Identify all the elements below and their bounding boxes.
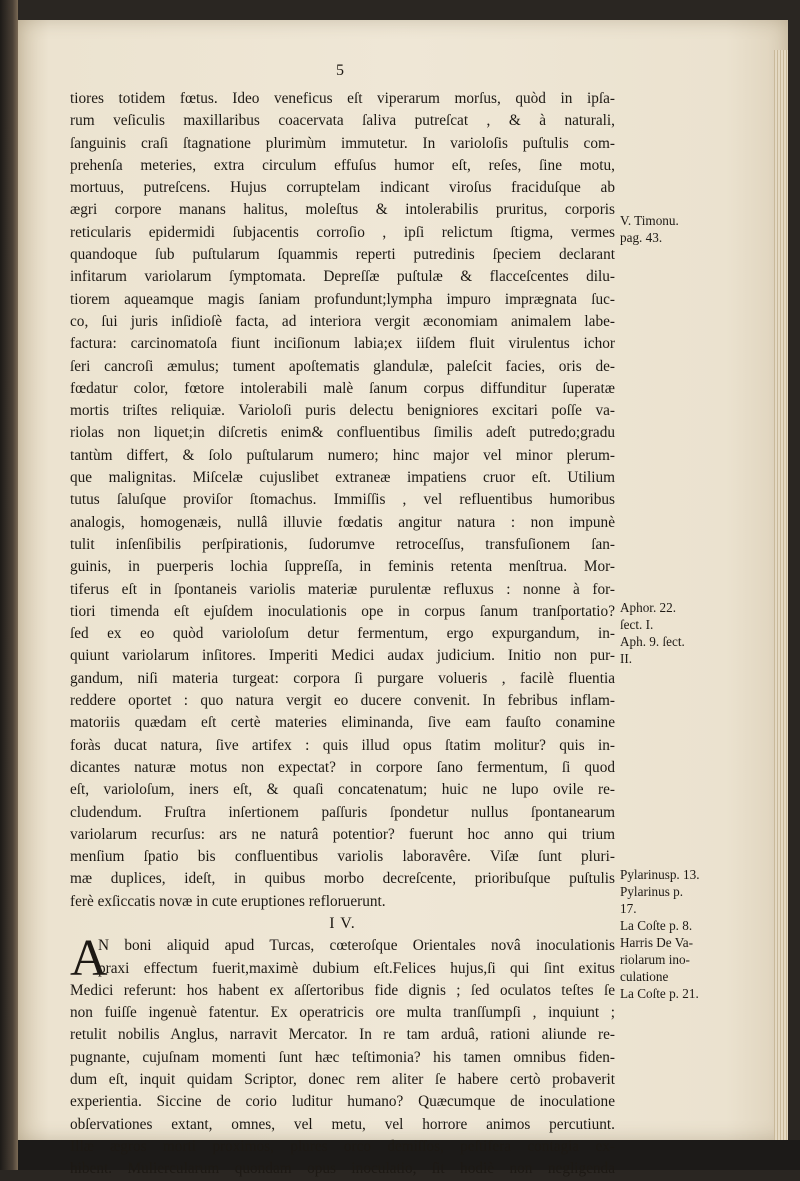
margin-note-line: La Coſte p. 21. bbox=[620, 986, 699, 1001]
text-line: praxi effectum fuerit,maximè dubium eſt.Felices hujus,ſi qui ſint exitus bbox=[98, 959, 615, 977]
text-line: co, ſui juris inſidioſè facta, ad interiora vergit æconomiam animalem labe- bbox=[70, 312, 615, 330]
text-line: obſervationes extant, omnes, vel metu, vel horrore animos percutiunt. bbox=[70, 1115, 615, 1133]
text-line: ſeri cancroſi æmulus; tument apoſtematis glandulæ, paleſcit facies, oris de- bbox=[70, 357, 615, 375]
text-line: tutus ſaluſque proviſor ſtomachus. Immiſſis , vel refluentibus humoribus bbox=[70, 491, 615, 509]
text-line: cludendum. Fruſtra inſertionem paſſuris ſpondetur nullus ſpontanearum bbox=[70, 803, 615, 821]
margin-note-line: Aphor. 22. bbox=[620, 600, 677, 615]
text-line: riolas non liquet;in diſcretis enim& confluentibus ſimilis adeſt putredo;gradu bbox=[70, 424, 615, 442]
margin-note-timoni bbox=[620, 212, 710, 246]
page-edge bbox=[774, 50, 788, 1170]
text-line: gandum, niſi materia turgeat: corpora ſi purgare volueris , facilè fluentia bbox=[70, 669, 615, 687]
text-line: eſt, varioloſum, iners eſt, & quaſi concatenatum; huic ne lupo ovile re- bbox=[70, 781, 615, 799]
drop-cap: A bbox=[70, 930, 108, 988]
margin-note-line: Aph. 9. ſect. bbox=[620, 634, 685, 649]
text-line: tantùm differt, & ſolo puſtularum numero; hinc major vel minor plerum- bbox=[70, 446, 615, 464]
text-line: foràs ducat natura, ſive artifex : quis illud opus ſtatim molitur? quis in- bbox=[70, 736, 615, 754]
text-line: Medici referunt: hos habent ex aſſertoribus fide dignis ; ſed oculatos teſtes ſe bbox=[70, 981, 615, 999]
margin-note-line: La Coſte p. 8. bbox=[620, 918, 693, 933]
margin-note-line: 17. bbox=[620, 901, 637, 916]
text-line: reddere oportet : quo natura vergit eo ducere convenit. In febribus inflam- bbox=[70, 692, 615, 710]
margin-note-aphorism bbox=[620, 599, 710, 667]
text-line: tiores totidem fœtus. Ideo veneficus eſt viperarum morſus, quòd in ipſa- bbox=[70, 90, 615, 107]
text-line: Illæ ægros morti proximos, plures orco demiſſos, peſtifera contagia ex- bbox=[70, 1137, 615, 1155]
text-line: variolarum recurſus: ars ne naturâ potentior? fuerunt hoc anno qui trium bbox=[70, 825, 615, 843]
section-heading: I V. bbox=[329, 914, 356, 932]
text-line: tiferus eſt in ſpontaneis variolis materiæ purulentæ refluxus : nonne à for- bbox=[70, 580, 615, 598]
text-line: reticularis epidermidi ſubjacentis corroſio , ipſi relictum ſtigma, vermes bbox=[70, 223, 615, 241]
text-line: ferè exſiccatis novæ in cute eruptiones refloruerunt. bbox=[70, 892, 386, 910]
margin-note-line: ſect. I. bbox=[620, 617, 654, 632]
text-line: que malignitas. Miſcelæ cujuslibet extraneæ impatiens cruor eſt. Utilium bbox=[70, 469, 615, 487]
text-line: ſed ex eo quòd varioloſum detur fermentum, ergo expurgandum, in- bbox=[70, 625, 615, 643]
text-line: retulit nobilis Anglus, narravit Mercator. In re tam arduâ, rationi aliunde re- bbox=[70, 1026, 615, 1044]
paragraph-block-1 bbox=[70, 88, 615, 913]
text-line: menſium ſpatio bis confluentibus variolis laboravêre. Viſæ ſunt pluri- bbox=[70, 848, 615, 866]
main-text-block bbox=[70, 88, 615, 1181]
text-line: pugnante, cujuſnam momenti ſunt hæc teſtimonia? his tamen omnibus fiden- bbox=[70, 1048, 615, 1066]
margin-note-line: riolarum ino- bbox=[620, 952, 690, 967]
text-line: fœdatur color, fœtore intolerabili malè ſanum corpus diffunditur ſuperatæ bbox=[70, 379, 615, 397]
text-line: mæ duplices, ideſt, in quibus morbo decreſcente, prioribuſque puſtulis bbox=[70, 870, 615, 888]
text-line: matoriis quædam eſt certè materies eliminanda, ſive eam fauſto conamine bbox=[70, 714, 615, 732]
page-number: 5 bbox=[336, 62, 344, 79]
text-line: experientia. Siccine de corio luditur humano? Quæcumque de inoculatione bbox=[70, 1093, 615, 1111]
text-line: ſanguinis craſi ſtagnatione plurimùm immutetur. In varioloſis puſtulis com- bbox=[70, 134, 615, 152]
text-line: tiori timenda eſt ejuſdem inoculationis ope in corpus ſanum tranſportatio? bbox=[70, 602, 615, 620]
book-spine bbox=[0, 0, 18, 1170]
margin-note-line: Harris De Va- bbox=[620, 935, 693, 950]
text-line: mortis triſtes reliquiæ. Varioloſi puris delectu benigniores excitari poſſe va- bbox=[70, 402, 615, 420]
text-line: rum veſiculis maxillaribus coacervata ſaliva putreſcat , & à naturali, bbox=[70, 112, 615, 130]
margin-note-line: II. bbox=[620, 651, 633, 666]
margin-note-line: Pylarinusp. 13. bbox=[620, 867, 700, 882]
paragraph-block-2 bbox=[70, 930, 615, 1180]
text-line: factura: carcinomatoſa fiunt inciſionum labia;ex iiſdem fluit virulentus ichor bbox=[70, 335, 615, 353]
text-line: tulit inſenſibilis perſpirationis, ſudorumve retroceſſus, transfuſionem ſan- bbox=[70, 535, 615, 553]
text-line: dum eſt, inquit quidam Scriptor, donec rem aliter ſe habere certò probaverit bbox=[70, 1071, 615, 1089]
text-line: quandoque ſub puſtularum ſquammis reperti putredinis ſpeciem declarant bbox=[70, 246, 615, 264]
margin-note-line: V. Timonu. bbox=[620, 213, 679, 228]
text-line: infitarum variolarum ſymptomata. Depreſſæ puſtulæ & flacceſcentes dilu- bbox=[70, 268, 615, 286]
text-line: analogis, homogenæis, nullâ illuvie fœdatis angitur natura : non impunè bbox=[70, 513, 615, 531]
margin-note-line: pag. 43. bbox=[620, 230, 663, 245]
text-line: tiorem aqueamque magis ſaniam profundunt;lympha impuro imprægnata ſuc- bbox=[70, 290, 615, 308]
text-line: dicantes naturæ motus non expectat? in corpore ſano fermentum, ſi quod bbox=[70, 758, 615, 776]
text-line: ægri corpore manans halitus, moleſtus & intolerabilis pruritus, corporis bbox=[70, 201, 615, 219]
text-line: mortuus, putreſcens. Hujus corruptelam indicant viroſus fraciduſque ab bbox=[70, 179, 615, 197]
margin-note-line: Pylarinus p. bbox=[620, 884, 684, 899]
text-line: prehenſa meteries, extra circulum effuſus humor eſt, reſes, ſine motu, bbox=[70, 156, 615, 174]
text-line: non fuiſſe ingenuè fatentur. Ex operatricis ore multa tranſſumpſi , inquiunt ; bbox=[70, 1004, 615, 1022]
text-line: hibent. Muliercularum quondam opus inoculatio, ſit hodiè non negligenda bbox=[70, 1160, 615, 1178]
margin-note-pylarinus bbox=[620, 866, 710, 1002]
text-line: N boni aliquid apud Turcas, cœteroſque Orientales novâ inoculationis bbox=[98, 937, 615, 955]
margin-note-line: culatione bbox=[620, 969, 669, 984]
text-line: guinis, in puerperis lochia ſuppreſſa, in feminis retenta menſtrua. Mor- bbox=[70, 558, 615, 576]
text-line: quiunt variolarum inſitores. Imperiti Medici audax judicium. Initio non pur- bbox=[70, 647, 615, 665]
